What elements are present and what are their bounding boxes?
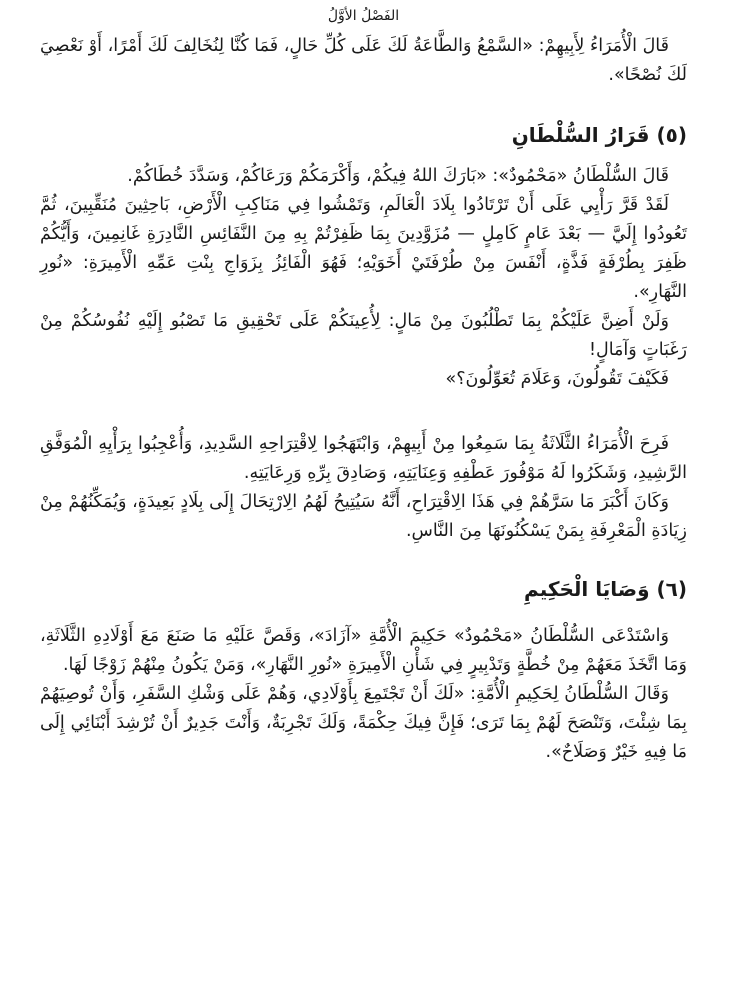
section5-paragraph-4: فَكَيْفَ تَقُولُونَ، وَعَلَامَ تُعَوِّلُونَ؟» [445, 369, 669, 389]
running-head: الفَصْلُ الأوَّلُ [327, 8, 400, 24]
section-heading-5: (٥) قَرَارُ السُّلْطَانِ [511, 123, 687, 147]
section-heading-6: (٦) وَصَايَا الْحَكِيمِ [524, 577, 687, 601]
section5-paragraph-3: وَلَنْ أَضِنَّ عَلَيْكُمْ بِمَا تَطْلُبُونَ مِنْ مَالٍ: لِأُعِينَكُمْ عَلَى تَحْقِيقِ مَا تَصْبُو إِلَيْهِ نُفُوسُكُمْ مِنْ رَغَبَاتٍ وَآمَالٍ! [40, 311, 687, 360]
section5-paragraph-2: لَقَدْ قَرَّ رَأْيِي عَلَى أَنْ تَرْتَادُوا بِلَادَ الْعَالَمِ، وَتَمْشُوا فِي مَنَاكِبِ الْأَرْضِ، بَاحِثِينَ مُنَقِّبِينَ، ثُمَّ تَعُودُوا إِلَيَّ — بَعْدَ عَامٍ كَامِلٍ — مُزَوَّدِينَ بِمَا ظَفِرْتُمْ بِهِ مِنَ النَّفَائِسِ النَّادِرَةِ غَانِمِينَ، وَأَيُّكُمْ ظَفِرَ بِطُرْفَةٍ فَذَّةٍ، أَنْفَسَ مِنْ طُرْفَتَيْ أَخَوَيْهِ؛ فَهُوَ الْفَائِزُ بِزَوَاجِ بِنْتِ عَمِّهِ الْأَمِيرَةِ: «نُورِ النَّهَارِ». [40, 195, 687, 302]
section5-paragraph-6: وَكَانَ أَكْبَرَ مَا سَرَّهُمْ فِي هَذَا الِاقْتِرَاحِ، أَنَّهُ سَيُتِيحُ لَهُمُ الِارْتِحَالَ إِلَى بِلَادٍ بَعِيدَةٍ، وَيُمَكِّنُهُمْ مِنْ زِيَادَةِ الْمَعْرِفَةِ بِمَنْ يَسْكُنُونَهَا مِنَ النَّاسِ. [40, 492, 687, 541]
section5-paragraph-1: قَالَ السُّلْطَانُ «مَحْمُودٌ»: «بَارَكَ اللهُ فِيكُمْ، وَأَكْرَمَكُمْ وَرَعَاكُمْ، وَسَدَّدَ خُطَاكُمْ. [127, 166, 669, 186]
section5-paragraph-5: فَرِحَ الْأُمَرَاءُ الثَّلَاثَةُ بِمَا سَمِعُوا مِنْ أَبِيهِمْ، وَابْتَهَجُوا لِاقْتِرَاحِهِ السَّدِيدِ، وَأُعْجِبُوا بِرَأْيِهِ الْمُوَفَّقِ الرَّشِيدِ، وَشَكَرُوا لَهُ مَوْفُورَ عَطْفِهِ وَعِنَايَتِهِ، وَصَادِقَ بِرِّهِ وَرِعَايَتِهِ. [40, 434, 687, 483]
intro-paragraph: قَالَ الْأُمَرَاءُ لِأَبِيهِمْ: «السَّمْعُ وَالطَّاعَةُ لَكَ عَلَى كُلِّ حَالٍ، فَمَا كُنَّا لِنُخَالِفَ لَكَ أَمْرًا، أَوْ نَعْصِيَ لَكَ نُصْحًا». [40, 36, 687, 85]
section6-paragraph-1: وَاسْتَدْعَى السُّلْطَانُ «مَحْمُودٌ» حَكِيمَ الْأُمَّةِ «آزَادَ»، وَقَصَّ عَلَيْهِ مَا صَنَعَ مَعَ أَوْلَادِهِ الثَّلَاثَةِ، وَمَا اتَّخَذَ مَعَهُمْ مِنْ خُطَّةٍ وَتَدْبِيرٍ فِي شَأْنِ الْأَمِيرَةِ «نُورِ النَّهَارِ»، وَمَنْ يَكُونُ مِنْهُمْ زَوْجًا لَهَا. [40, 626, 687, 675]
section6-paragraph-2: وَقَالَ السُّلْطَانُ لِحَكِيمِ الْأُمَّةِ: «لَكَ أَنْ تَجْتَمِعَ بِأَوْلَادِي، وَهُمْ عَلَى وَشْكِ السَّفَرِ، وَأَنْ تُوصِيَهُمْ بِمَا شِئْتَ، وَتَنْصَحَ لَهُمْ بِمَا تَرَى؛ فَإِنَّ فِيكَ حِكْمَةً، وَلَكَ تَجْرِبَةٌ، وَأَنْتَ جَدِيرٌ أَنْ تُرْشِدَ أَبْنَائِي إِلَى مَا فِيهِ خَيْرٌ وَصَلَاحٌ». [40, 684, 687, 762]
